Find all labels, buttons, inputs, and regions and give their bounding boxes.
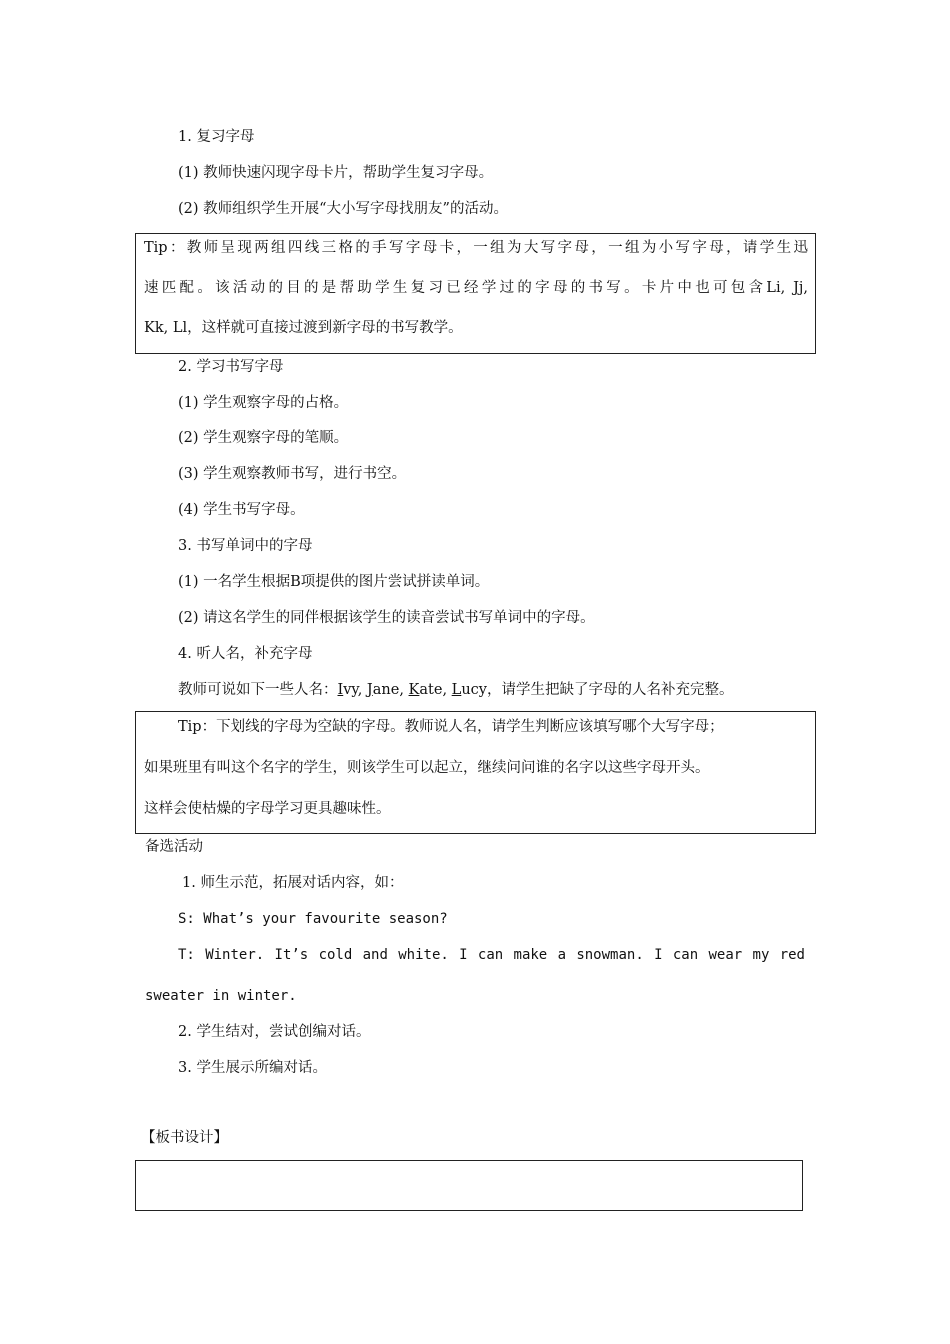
name-jane: Jane <box>366 682 400 698</box>
tip1-line-1: Tip：教师呈现两组四线三格的手写字母卡，一组为大写字母，一组为小写字母，请学生迅 <box>144 240 808 256</box>
section4-heading: 4. 听人名，补充字母 <box>178 646 313 662</box>
section3-item-2: (2) 请这名学生的同伴根据该学生的读音尝试书写单词中的字母。 <box>178 610 595 626</box>
tip1-line-2: 速匹配。该活动的目的是帮助学生复习已经学过的字母的书写。卡片中也可包含Li, Jj, <box>144 280 808 296</box>
tip2-line-2: 如果班里有叫这个名字的学生，则该学生可以起立，继续问问谁的名字以这些字母开头。 <box>144 760 710 776</box>
board-design-box <box>135 1160 803 1211</box>
names-intro-suffix: ，请学生把缺了字母的人名补充完整。 <box>486 682 734 698</box>
missing-letter: L <box>451 682 462 698</box>
section1-item-1: (1) 教师快速闪现字母卡片，帮助学生复习字母。 <box>178 165 494 181</box>
section2-item-4: (4) 学生书写字母。 <box>178 502 305 518</box>
tip-box-1 <box>135 233 816 354</box>
missing-letter: J <box>366 682 373 698</box>
section3-item-1: (1) 一名学生根据B项提供的图片尝试拼读单词。 <box>178 574 490 590</box>
tip2-line-1: Tip：下划线的字母为空缺的字母。教师说人名，请学生判断应该填写哪个大写字母； <box>178 719 724 735</box>
name-lucy: Lucy <box>451 682 487 698</box>
dialog-t-line-2: sweater in winter. <box>145 988 297 1004</box>
dialog-t-line-1: T: Winter. It’s cold and white. I can make a snowman. I can wear my red <box>178 947 805 963</box>
section2-item-2: (2) 学生观察字母的笔顺。 <box>178 430 349 446</box>
section2-item-3: (3) 学生观察教师书写，进行书空。 <box>178 466 407 482</box>
section1-item-2: (2) 教师组织学生开展“大小写字母找朋友”的活动。 <box>178 201 508 217</box>
alt-heading: 备选活动 <box>145 839 203 855</box>
missing-letter: K <box>408 682 420 698</box>
tip1-line-3: Kk, Ll，这样就可直接过渡到新字母的书写教学。 <box>144 320 463 336</box>
section2-heading: 2. 学习书写字母 <box>178 359 284 375</box>
section3-heading: 3. 书写单词中的字母 <box>178 538 313 554</box>
alt-item-1: 1. 师生示范，拓展对话内容，如： <box>182 875 404 891</box>
board-heading: 【板书设计】 <box>141 1130 228 1146</box>
alt-item-2: 2. 学生结对，尝试创编对话。 <box>178 1024 371 1040</box>
tip2-line-3: 这样会使枯燥的字母学习更具趣味性。 <box>144 801 391 817</box>
missing-letter: I <box>337 682 344 698</box>
name-kate: Kate <box>408 682 443 698</box>
name-ivy: Ivy <box>337 682 358 698</box>
section2-item-1: (1) 学生观察字母的占格。 <box>178 395 349 411</box>
names-intro-prefix: 教师可说如下一些人名： <box>178 682 338 698</box>
section1-heading: 1. 复习字母 <box>178 129 255 145</box>
section4-intro: 教师可说如下一些人名：Ivy, Jane, Kate, Lucy，请学生把缺了字母的人名补充完整。 <box>178 682 734 698</box>
dialog-s: S: What’s your favourite season? <box>178 911 448 927</box>
alt-item-3: 3. 学生展示所编对话。 <box>178 1060 327 1076</box>
tip-box-2 <box>135 711 816 834</box>
